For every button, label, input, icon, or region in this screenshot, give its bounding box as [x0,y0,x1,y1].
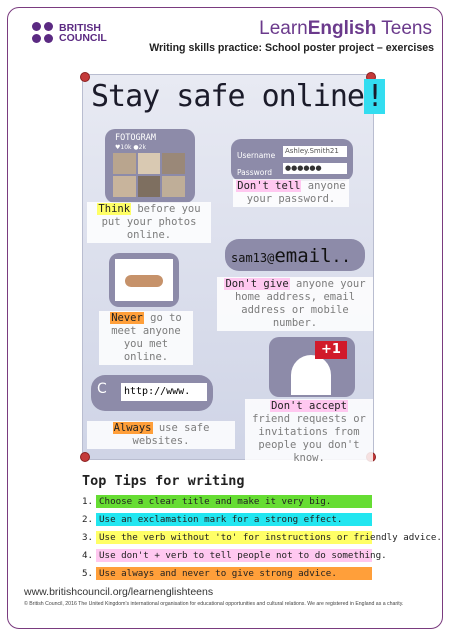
logo-line-2: COUNCIL [59,32,107,44]
pin-icon [80,452,90,462]
tip-item: 4. Use don't + verb to tell people not to do something. [82,550,387,561]
email-card [225,239,365,271]
tip-item: 3. Use the verb without 'to' for instructions or friendly advice. [82,532,442,543]
note-think: Think before you put your photos online. [87,202,211,243]
footer-copyright: © British Council, 2016 The United Kingdom's international organisation for educational opportunities and cultural relations. We are registered in England as a charity. [24,601,404,607]
login-card [231,139,353,181]
person-icon [291,355,331,395]
learnenglish-teens-brand: LearnEnglish Teens [259,18,432,39]
browser-card [91,375,213,411]
british-council-logo [32,22,107,44]
email-text: sam13@email.. [231,245,351,267]
fotogram-card [105,129,195,203]
photo-grid [113,153,185,197]
plus-one-badge: +1 [315,341,347,359]
note-always: Always use safe websites. [87,421,235,449]
note-dont-tell: Don't tell anyone your password. [233,179,349,207]
password-field[interactable]: ●●●●●● [283,163,347,174]
refresh-icon: C [97,381,107,397]
fotogram-stats: ♥10k ●2k [115,144,146,151]
page-subtitle: Writing skills practice: School poster project – exercises [149,42,434,54]
note-dont-give: Don't give anyone your home address, email address or mobile number. [217,277,373,331]
password-label: Password [237,168,273,177]
tip-item: 2. Use an exclamation mark for a strong effect. [82,512,372,527]
handshake-card [109,253,179,307]
fotogram-label: FOTOGRAM [115,133,156,143]
footer-url-link[interactable]: www.britishcouncil.org/learnenglishteens [24,586,214,598]
pin-icon [80,72,90,82]
tip-item: 5. Use always and never to give strong advice. [82,566,372,581]
friend-request-card [269,337,355,397]
note-dont-accept: Don't accept friend requests or invitations from people you don't know. [245,399,373,466]
handshake-icon [115,259,173,301]
poster [82,74,384,464]
url-bar[interactable]: http://www. [121,383,207,401]
username-label: Username [237,151,276,160]
tips-title: Top Tips for writing [82,473,245,489]
poster-title: Stay safe online! [91,79,384,114]
logo-line-1: BRITISH [59,22,101,34]
logo-dots-icon [32,22,54,44]
note-never: Never go to meet anyone you met online. [99,311,193,365]
username-field[interactable]: Ashley.Smith21 [283,146,347,157]
tip-item: 1. Choose a clear title and make it very big. [82,494,372,509]
